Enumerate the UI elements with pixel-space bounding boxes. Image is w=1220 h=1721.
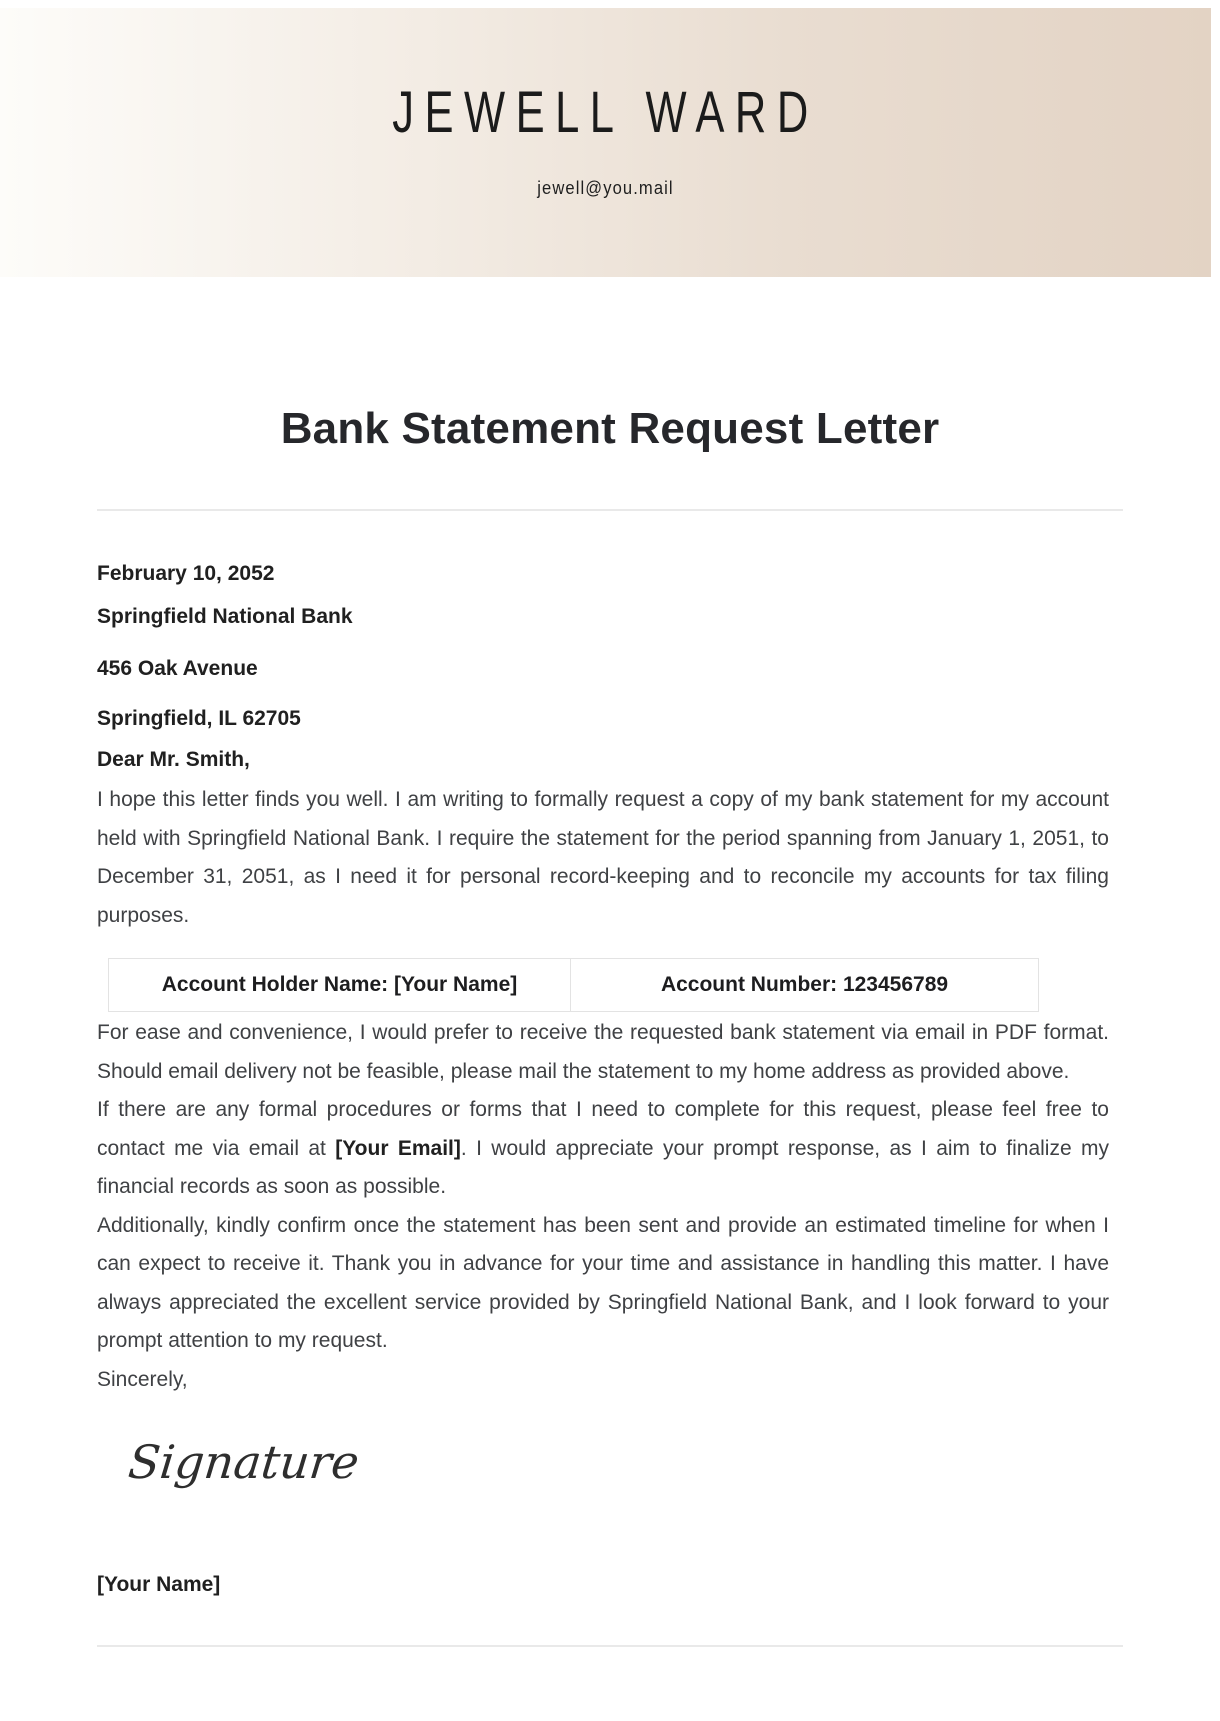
letter-date: February 10, 2052 <box>97 562 275 585</box>
recipient-street: 456 Oak Avenue <box>97 657 258 680</box>
closing-line: Sincerely, <box>97 1367 188 1391</box>
your-email-placeholder: [Your Email] <box>335 1136 461 1160</box>
recipient-bank: Springfield National Bank <box>97 605 353 628</box>
letter-text <box>97 561 1123 1598</box>
account-details-table <box>108 958 1039 1012</box>
account-number-cell: Account Number: 123456789 <box>660 973 949 996</box>
paragraph-3-text-after: . I would appreciate your prompt response, as I aim to finalize my financial records as soon as possible. <box>97 1136 1110 1198</box>
account-holder-cell: Account Holder Name: [Your Name] <box>109 959 571 1011</box>
bottom-divider <box>97 1645 1123 1647</box>
letter-body <box>0 403 1220 1647</box>
signature-script: Signature <box>125 1435 362 1489</box>
recipient-city: Springfield, IL 62705 <box>97 707 301 730</box>
paragraph-1: I hope this letter finds you well. I am writing to formally request a copy of my bank statement for my account held with Springfield National Bank. I require the statement for the period spanning from January 1, 2051, to December 31, 2051, as I need it for personal record-keeping and to reconcile my accounts for tax filing purposes. <box>97 788 1109 927</box>
letterhead-email: jewell@you.mail <box>537 178 674 198</box>
signer-name-placeholder: [Your Name] <box>97 1573 221 1596</box>
letterhead-name: JEWELL WARD <box>392 80 819 145</box>
paragraph-2: For ease and convenience, I would prefer to receive the requested bank statement via email in PDF format. Should email delivery not be feasible, please mail the statement to my home address as provided above. <box>97 1021 1109 1083</box>
letterhead <box>0 8 1211 277</box>
paragraph-3-text: If there are any formal procedures or forms that I need to complete for this request, please feel free to contact me via email at <box>97 1098 1109 1160</box>
paragraph-4: Additionally, kindly confirm once the statement has been sent and provide an estimated timeline for when I can expect to receive it. Thank you in advance for your time and assistance in handling this matter. I have always appreciated the excellent service provided by Springfield National Bank, and I look forward to your prompt attention to my request. <box>97 1213 1109 1352</box>
title-divider <box>97 509 1123 511</box>
salutation: Dear Mr. Smith, <box>97 748 250 771</box>
paragraph-3 <box>97 1091 1109 1207</box>
content-area <box>97 509 1123 1647</box>
page-title: Bank Statement Request Letter <box>280 404 940 453</box>
